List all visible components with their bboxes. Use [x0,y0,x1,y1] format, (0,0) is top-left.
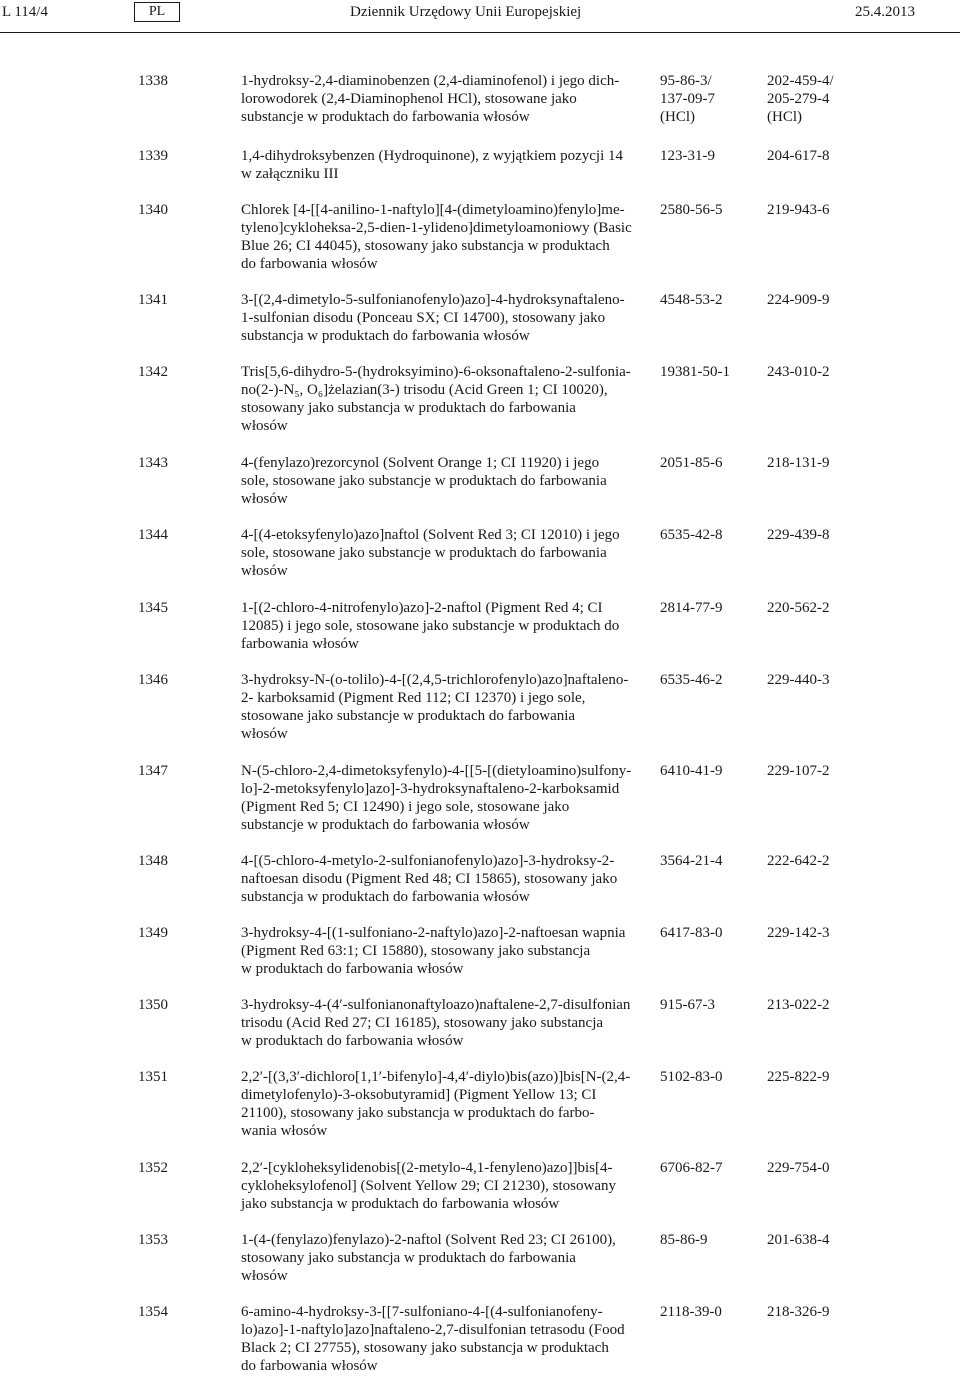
substance-name-line: lo)azo]-1-naftylo]azo]naftaleno-2,7-disulfonian tetrasodu (Food [241,1322,625,1338]
entry-number: 1343 [138,455,168,471]
substance-name-line: 3-[(2,4-dimetylo-5-sulfonianofenylo)azo]-4-hydroksynaftaleno- [241,292,625,308]
substance-name-line: (Pigment Red 63:1; CI 15880), stosowany jako substancja [241,943,591,959]
entry-number: 1340 [138,202,168,218]
ec-number-line: 225-822-9 [767,1069,830,1085]
cas-number [660,363,755,381]
page-reference: L 114/4 [2,4,48,20]
substance-name [241,852,643,906]
cas-number-line: 4548-53-2 [660,292,723,308]
entry-number: 1345 [138,600,168,616]
substance-name-line: 12085) i jego sole, stosowane jako substancje w produktach do [241,618,620,634]
cas-number [660,454,755,472]
substance-name-line: włosów [241,418,288,434]
ec-number [767,291,857,309]
entry-number: 1351 [138,1069,168,1085]
entry-number: 1344 [138,527,168,543]
substance-name-line: substancja w produktach do farbowania włosów [241,889,530,905]
ec-number-line: 218-326-9 [767,1304,830,1320]
substance-name-line: stosowany jako substancja w produktach do farbowania [241,1250,576,1266]
entry-number: 1339 [138,148,168,164]
cas-number-line: 915-67-3 [660,997,715,1013]
ec-number-line: 222-642-2 [767,853,830,869]
cas-number [660,1159,755,1177]
substance-name [241,526,643,580]
substance-name-line: 3-hydroksy-N-(o-tolilo)-4-[(2,4,5-trichlorofenylo)azo]naftaleno- [241,672,629,688]
publication-date: 25.4.2013 [855,4,915,20]
substance-name-line: w produktach do farbowania włosów [241,1033,464,1049]
cas-number-line: 2051-85-6 [660,455,723,471]
ec-number-line: 229-107-2 [767,763,830,779]
substance-name-line: 2,2′-[(3,3′-dichloro[1,1′-bifenylo]-4,4′-diylo)bis(azo)]bis[N-(2,4- [241,1069,631,1085]
substance-name-line: (Pigment Red 5; CI 12490) i jego sole, stosowane jako [241,799,570,815]
substance-name-line: substancja w produktach do farbowania włosów [241,328,530,344]
substance-name [241,599,643,653]
ec-number-line: 243-010-2 [767,364,830,380]
substance-name-line: włosów [241,563,288,579]
entry-number: 1352 [138,1160,168,1176]
cas-number [660,996,755,1014]
substance-name-line: do farbowania włosów [241,256,378,272]
substance-name [241,363,643,435]
cas-number [660,72,755,126]
ec-number [767,1159,857,1177]
cas-number [660,599,755,617]
substance-name-line: wania włosów [241,1123,328,1139]
ec-number-line: 229-142-3 [767,925,830,941]
cas-number-line: 2118-39-0 [660,1304,722,1320]
ec-number [767,924,857,942]
cas-number-line: 95-86-3/ [660,73,712,89]
ec-number-line: 205-279-4 [767,91,830,107]
substance-name-line: 1-hydroksy-2,4-diaminobenzen (2,4-diaminofenol) i jego dich- [241,73,620,89]
entry-number: 1354 [138,1304,168,1320]
cas-number-line: 2814-77-9 [660,600,723,616]
substance-name-line: N-(5-chloro-2,4-dimetoksyfenylo)-4-[[5-[(dietyloamino)sulfony- [241,763,632,779]
ec-number [767,363,857,381]
ec-number [767,996,857,1014]
entry-number: 1348 [138,853,168,869]
cas-number [660,147,755,165]
entry-number: 1347 [138,763,168,779]
ec-number [767,1231,857,1249]
ec-number-line: 213-022-2 [767,997,830,1013]
cas-number-line: 19381-50-1 [660,364,730,380]
ec-number [767,671,857,689]
substance-name-line: 1-sulfonian disodu (Ponceau SX; CI 14700), stosowany jako [241,310,606,326]
cas-number [660,924,755,942]
substance-name-line: w produktach do farbowania włosów [241,961,464,977]
ec-number-line: 220-562-2 [767,600,830,616]
entry-number: 1338 [138,73,168,89]
ec-number [767,762,857,780]
entry-number: 1341 [138,292,168,308]
cas-number [660,201,755,219]
cas-number-line: 6535-42-8 [660,527,723,543]
substance-name-line: włosów [241,491,288,507]
language-badge: PL [134,2,180,22]
cas-number-line: 6535-46-2 [660,672,723,688]
substance-name-line: 3-hydroksy-4-[(1-sulfoniano-2-naftylo)azo]-2-naftoesan wapnia [241,925,626,941]
entry-number: 1353 [138,1232,168,1248]
substance-name-line: w załączniku III [241,166,339,182]
ec-number-line: 202-459-4/ [767,73,834,89]
ec-number [767,1303,857,1321]
substance-name-line: jako substancja w produktach do farbowania włosów [241,1196,560,1212]
entry-number: 1342 [138,364,168,380]
substance-name-line: 3-hydroksy-4-(4′-sulfonianonaftyloazo)naftalene-2,7-disulfonian [241,997,631,1013]
cas-number-line: 2580-56-5 [660,202,723,218]
ec-number [767,852,857,870]
cas-number-line: 123-31-9 [660,148,715,164]
substance-name [241,1303,643,1375]
substance-name-line: 6-amino-4-hydroksy-3-[[7-sulfoniano-4-[(4-sulfonianofeny- [241,1304,603,1320]
substance-name [241,924,643,978]
substance-name-line: substancje w produktach do farbowania włosów [241,817,530,833]
substance-name [241,201,643,273]
ec-number-line: 229-440-3 [767,672,830,688]
substance-name-line: lorowodorek (2,4-Diaminophenol HCl), stosowane jako [241,91,577,107]
cas-number-line: 6417-83-0 [660,925,723,941]
cas-number-line: 6706-82-7 [660,1160,723,1176]
ec-number [767,72,857,126]
ec-number [767,526,857,544]
substance-name [241,147,643,183]
substance-name-line: substancje w produktach do farbowania włosów [241,109,530,125]
cas-number [660,291,755,309]
substance-name-line: cykloheksylofenol] (Solvent Yellow 29; CI 21230), stosowany [241,1178,616,1194]
substance-name-line: 21100), stosowany jako substancja w produktach do farbo- [241,1105,595,1121]
substance-name-line: Chlorek [4-[[4-anilino-1-naftylo][4-(dimetyloamino)fenylo]me- [241,202,625,218]
ec-number [767,454,857,472]
substance-name [241,996,643,1050]
substance-name-line: no(2-)-N₅, O₆]żelazian(3-) trisodu (Acid Green 1; CI 10020), [241,382,608,398]
cas-number-line: 5102-83-0 [660,1069,723,1085]
substance-name-line: 1-[(2-chloro-4-nitrofenylo)azo]-2-naftol (Pigment Red 4; CI [241,600,603,616]
substance-name-line: do farbowania włosów [241,1358,378,1374]
entry-number: 1346 [138,672,168,688]
substance-name-line: 2- karboksamid (Pigment Red 112; CI 12370) i jego sole, [241,690,586,706]
ec-number-line: 204-617-8 [767,148,830,164]
cas-number-line: (HCl) [660,109,695,125]
ec-number-line: 218-131-9 [767,455,830,471]
substance-name-line: włosów [241,726,288,742]
substance-name-line: dimetylofenylo)-3-oksobutyramid] (Pigment Yellow 13; CI [241,1087,597,1103]
cas-number-line: 85-86-9 [660,1232,708,1248]
ec-number [767,147,857,165]
cas-number [660,1303,755,1321]
substance-name-line: trisodu (Acid Red 27; CI 16185), stosowany jako substancja [241,1015,604,1031]
cas-number [660,1068,755,1086]
substance-name-line: sole, stosowane jako substancje w produktach do farbowania [241,473,607,489]
substance-name [241,291,643,345]
ec-number-line: 201-638-4 [767,1232,830,1248]
substance-name-line: Blue 26; CI 44045), stosowany jako substancja w produktach [241,238,610,254]
ec-number-line: 219-943-6 [767,202,830,218]
cas-number [660,852,755,870]
substance-name [241,671,643,743]
substance-name-line: 1-(4-(fenylazo)fenylazo)-2-naftol (Solvent Red 23; CI 26100), [241,1232,616,1248]
substance-name-line: farbowania włosów [241,636,359,652]
ec-number [767,1068,857,1086]
cas-number [660,762,755,780]
substance-name-line: 4-[(5-chloro-4-metylo-2-sulfonianofenylo)azo]-3-hydroksy-2- [241,853,615,869]
substance-name [241,762,643,834]
substance-name-line: sole, stosowane jako substancje w produktach do farbowania [241,545,607,561]
substance-name-line: 1,4-dihydroksybenzen (Hydroquinone), z wyjątkiem pozycji 14 [241,148,623,164]
ec-number-line: 224-909-9 [767,292,830,308]
cas-number [660,526,755,544]
substance-name-line: stosowany jako substancja w produktach do farbowania [241,400,576,416]
entry-number: 1350 [138,997,168,1013]
substance-name [241,1159,643,1213]
entry-number: 1349 [138,925,168,941]
ec-number [767,599,857,617]
substance-name-line: stosowane jako substancje w produktach do farbowania [241,708,576,724]
substance-name-line: 4-(fenylazo)rezorcynol (Solvent Orange 1; CI 11920) i jego [241,455,600,471]
ec-number [767,201,857,219]
ec-number-line: (HCl) [767,109,802,125]
cas-number [660,1231,755,1249]
substance-name [241,72,643,126]
substance-name [241,1231,643,1285]
substance-name-line: naftoesan disodu (Pigment Red 48; CI 15865), stosowany jako [241,871,618,887]
substance-name-line: włosów [241,1268,288,1284]
cas-number-line: 137-09-7 [660,91,715,107]
substance-name-line: Black 2; CI 27755), stosowany jako substancja w produktach [241,1340,609,1356]
substance-name-line: 4-[(4-etoksyfenylo)azo]naftol (Solvent Red 3; CI 12010) i jego [241,527,620,543]
page-header [0,0,960,34]
substance-name-line: tyleno]cykloheksa-2,5-dien-1-ylideno]dimetyloamoniowy (Basic [241,220,632,236]
substance-name [241,1068,643,1140]
cas-number [660,671,755,689]
substance-name-line: 2,2′-[cykloheksylidenobis[(2-metylo-4,1-fenyleno)azo]]bis[4- [241,1160,613,1176]
substance-name [241,454,643,508]
journal-title: Dziennik Urzędowy Unii Europejskiej [350,4,582,20]
substance-name-line: Tris[5,6-dihydro-5-(hydroksyimino)-6-oksonaftaleno-2-sulfonia- [241,364,631,380]
substance-name-line: lo]-2-metoksyfenylo]azo]-3-hydroksynaftaleno-2-karboksamid [241,781,620,797]
ec-number-line: 229-754-0 [767,1160,830,1176]
cas-number-line: 3564-21-4 [660,853,723,869]
cas-number-line: 6410-41-9 [660,763,723,779]
ec-number-line: 229-439-8 [767,527,830,543]
header-divider [0,32,960,33]
